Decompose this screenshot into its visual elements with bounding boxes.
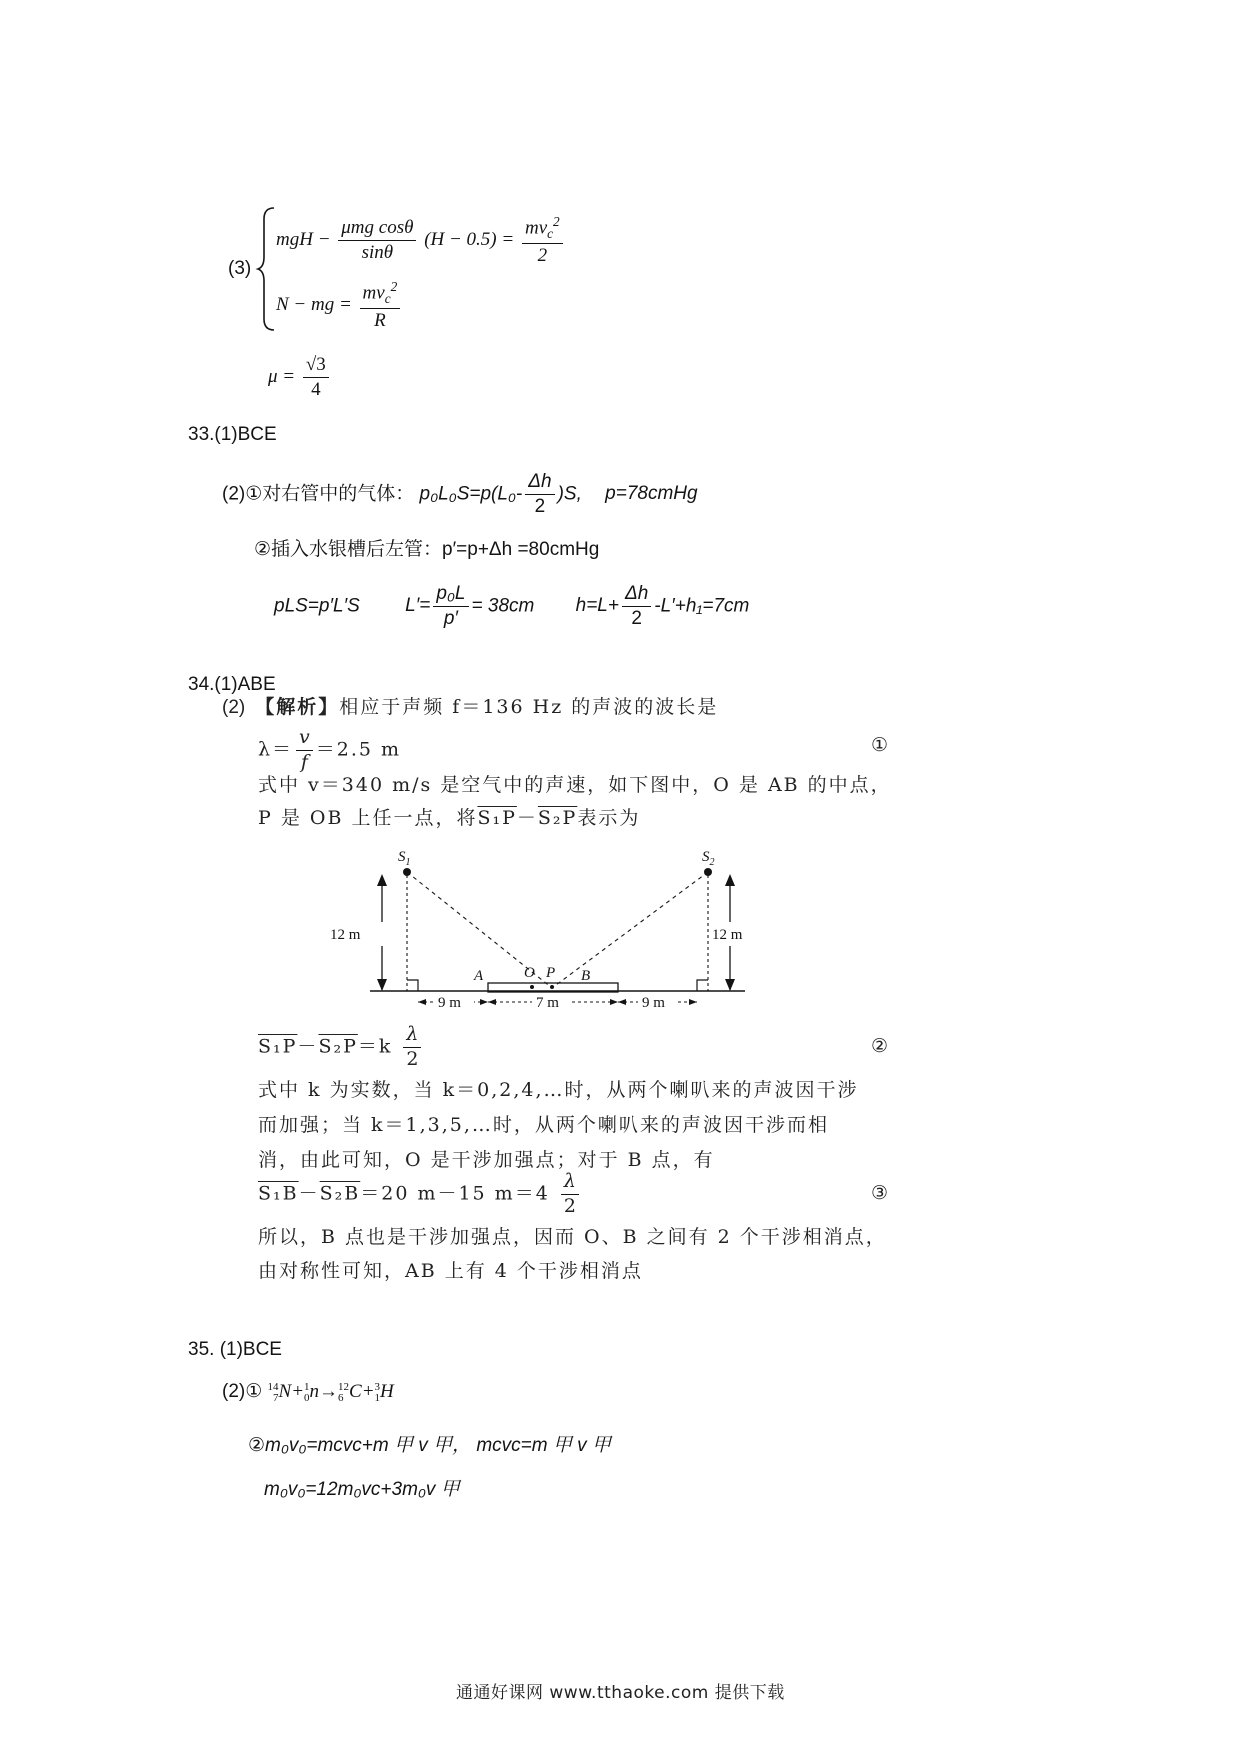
s1-label: $S_1$ (398, 849, 411, 868)
eq1-rhs-sub: c (547, 226, 554, 242)
q33-l1-result: p=78cmHg (605, 483, 698, 505)
q35-heading: 35. (1)BCE (188, 1339, 282, 1360)
left-arrow-down (377, 979, 387, 991)
q34-intro-line (222, 692, 718, 719)
right-arrow-down (725, 979, 735, 991)
q34-lambda-left: λ＝ (258, 738, 294, 761)
part-3-label: (3) (228, 258, 252, 279)
eq2-sub: c (384, 291, 391, 307)
q33-heading: 33.(1)BCE (188, 424, 277, 445)
q34-eq3 (258, 1172, 890, 1217)
q33-l3-b-right: = 38cm (471, 595, 535, 617)
q34-p4-line1: 所以，B 点也是干涉加强点，因而 O、B 之间有 2 个干涉相消点， (258, 1226, 887, 1248)
q35-line3: m₀v₀=12m₀vc+3m₀v 甲 (264, 1479, 460, 1500)
eq2-sup: 2 (390, 279, 398, 294)
q33-l3-a: pLS=p′L′S (274, 595, 360, 617)
q33-line2: ②插入水银槽后左管：p′=p+Δh =80cmHg (254, 539, 600, 560)
q33-l1-frac-den: 2 (534, 495, 546, 517)
q35-l1-label: (2)① (222, 1381, 263, 1402)
energy-equation (276, 215, 566, 266)
dist-right-label: 9 m (642, 995, 665, 1011)
q34-eq2-den: 2 (406, 1047, 419, 1070)
force-equation (276, 280, 403, 331)
q34-jiexi-tag: 【解析】 (255, 696, 340, 718)
q34-desc2 (258, 803, 640, 830)
mu-left: μ = (268, 365, 296, 387)
q33-l3-b-num: p₀L (433, 584, 468, 607)
mu-result (268, 355, 332, 400)
q33-l3-b-den: p′ (443, 607, 458, 629)
q34-p4-line2: 由对称性可知，AB 上有 4 个干涉相消点 (258, 1260, 643, 1282)
q35-line1 (222, 1380, 394, 1404)
q34-eq3-s1b: S₁B (258, 1182, 299, 1205)
q34-eq3-minus: － (298, 1182, 320, 1205)
left-arrow-up (377, 874, 387, 886)
q33-l1-formula: p₀L₀S=p(L₀- (419, 483, 523, 505)
dist-mid-label: 7 m (536, 995, 559, 1011)
q34-desc2-s2p: S₂P (537, 807, 578, 829)
eq1-denominator: sinθ (361, 242, 394, 263)
q34-desc1: 式中 v＝340 m/s 是空气中的声速，如下图中，O 是 AB 的中点， (258, 774, 892, 796)
eq2-denominator: R (374, 310, 386, 332)
dist-left-label: 9 m (438, 995, 461, 1011)
q34-eq2-num: λ (403, 1025, 421, 1048)
q34-tag-1: ① (870, 734, 890, 756)
q34-desc2-s1p: S₁P (477, 807, 517, 829)
q33-line3 (274, 584, 749, 629)
q34-eq3-s2b: S₂B (319, 1182, 361, 1205)
eq2-numerator: mv (362, 282, 385, 304)
q33-l1-frac-num: Δh (525, 472, 554, 495)
q33-l3-c-num: Δh (622, 584, 651, 607)
q33-l3-c-right: -L′+h₁=7cm (654, 595, 750, 617)
eq1-rhs-sup: 2 (553, 214, 560, 229)
q34-eq2-minus: － (297, 1035, 319, 1058)
page-footer: 通通好课网 www.tthaoke.com 提供下载 (456, 1683, 785, 1703)
q34-intro: 相应于声频 f＝136 Hz 的声波的波长是 (339, 696, 719, 718)
q34-p3-line2: 而加强；当 k＝1,3,5,…时，从两个喇叭来的声波因干涉而相 (258, 1114, 829, 1136)
label-o: O (524, 965, 535, 981)
q34-tag-3: ③ (870, 1182, 890, 1204)
q34-eq3-den: 2 (563, 1194, 576, 1217)
mu-denominator: 4 (311, 378, 321, 400)
q34-eq2-s2p: S₂P (318, 1035, 358, 1058)
q33-l1-tail: )S, (557, 483, 582, 505)
q35-nuclear-equation: 14 7 N+ 1 0 n→ 12 6 C+ 3 1 H (267, 1380, 394, 1404)
q34-lambda-den: f (300, 750, 308, 773)
q34-p3-line1: 式中 k 为实数，当 k＝0,2,4,…时，从两个喇叭来的声波因干涉 (258, 1079, 859, 1101)
q34-tag-2: ② (870, 1035, 890, 1057)
eq1-left: mgH − (276, 228, 331, 250)
q34-eq2-s1p: S₁P (258, 1035, 298, 1058)
q34-desc2-minus: － (516, 807, 538, 829)
eq1-rhs-denominator: 2 (537, 245, 548, 267)
eq1-rhs-numerator: mv (524, 217, 548, 239)
right-angle-left (407, 980, 418, 991)
point-p (550, 985, 554, 989)
right-height-label: 12 m (712, 927, 743, 943)
q34-lambda-eq (258, 728, 890, 773)
q35-line2: ②m₀v₀=mcvc+m 甲 v 甲， mcvc=m 甲 v 甲 (248, 1435, 611, 1456)
label-b: B (581, 968, 591, 984)
q34-eq2-right: ＝k (357, 1035, 393, 1058)
right-arrow-up (725, 874, 735, 886)
eq2-left: N − mg = (276, 293, 352, 315)
q34-lambda-num: v (296, 728, 313, 751)
q34-desc2-a: P 是 OB 上任一点，将 (258, 807, 478, 829)
q33-line1 (222, 472, 698, 517)
q34-eq2 (258, 1025, 890, 1070)
q33-l3-b-left: L′= (405, 595, 431, 617)
q34-part2-label: (2) (222, 697, 246, 718)
q34-eq3-right: ＝20 m－15 m＝4 (360, 1182, 550, 1205)
eq1-numerator: μmg cosθ (338, 218, 416, 241)
s2-label: $S_2$ (702, 849, 715, 868)
right-angle-right (697, 980, 708, 991)
label-p: P (546, 965, 556, 981)
interference-diagram (330, 840, 760, 1020)
q34-heading: 34.(1)ABE (188, 674, 276, 695)
q33-l1-prefix: (2)①对右管中的气体： (222, 483, 415, 505)
system-brace (256, 205, 278, 333)
q33-l3-c-den: 2 (631, 607, 642, 629)
point-o (530, 985, 534, 989)
mu-numerator: √3 (303, 355, 329, 378)
q34-lambda-right: ＝2.5 m (315, 738, 402, 761)
eq1-middle: (H − 0.5) = (424, 228, 515, 250)
s2-to-p-line (552, 872, 708, 988)
q34-desc2-b: 表示为 (577, 807, 641, 829)
q33-l3-c-left: h=L+ (575, 595, 619, 617)
left-height-label: 12 m (330, 927, 361, 943)
label-a: A (474, 968, 484, 984)
q34-eq3-num: λ (561, 1172, 579, 1195)
q34-p3-line3: 消，由此可知，O 是干涉加强点；对于 B 点，有 (258, 1149, 715, 1171)
